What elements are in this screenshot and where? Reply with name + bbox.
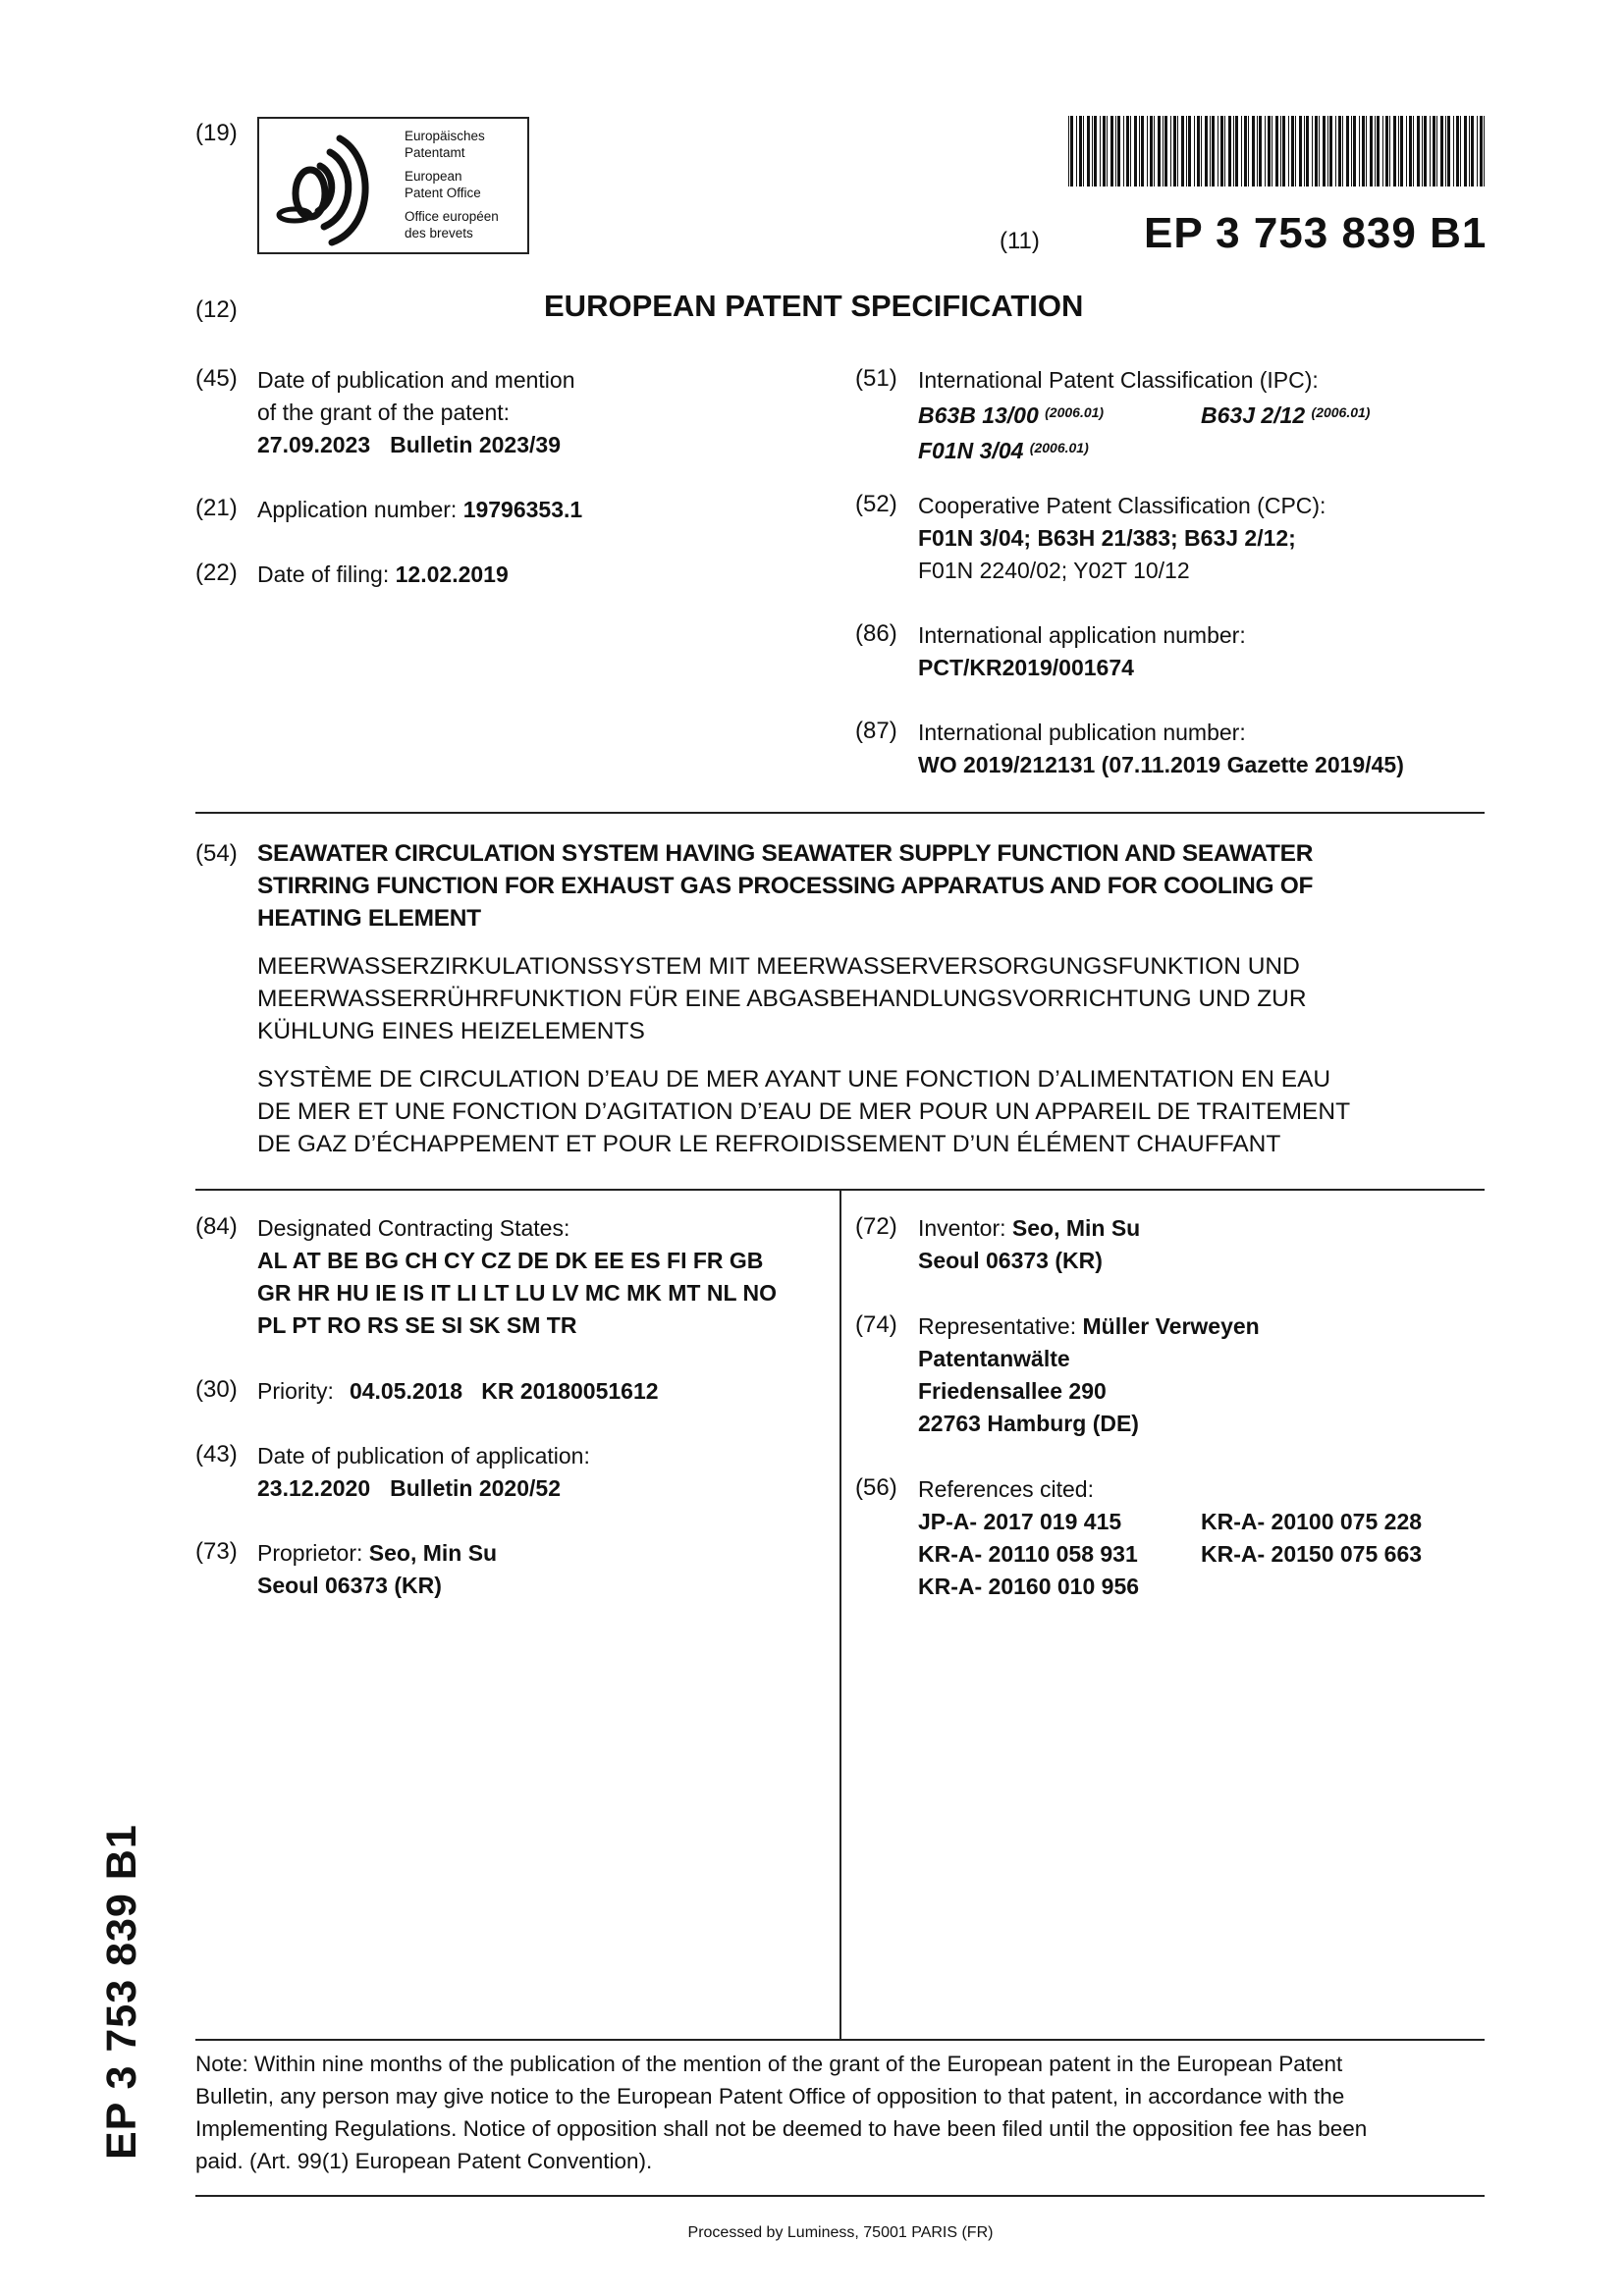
inid-code-86: (86) <box>855 620 897 647</box>
intl-publication-label: International publication number: <box>918 720 1246 745</box>
barcode-bar <box>1424 116 1427 187</box>
title-de-line-1: MEERWASSERZIRKULATIONSSYSTEM MIT MEERWASSERVERSORGUNGSFUNKTION UND <box>257 953 1300 980</box>
cpc-label: Cooperative Patent Classification (CPC): <box>918 493 1326 518</box>
reference-4: KR-A- 20150 075 663 <box>1201 1541 1423 1567</box>
field-72 <box>918 1212 1140 1277</box>
representative-name: Müller Verweyen <box>1082 1313 1260 1339</box>
barcode-bar <box>1417 116 1420 187</box>
title-de-line-3: KÜHLUNG EINES HEIZELEMENTS <box>257 1018 645 1044</box>
barcode-bar <box>1154 116 1155 187</box>
representative-label: Representative: <box>918 1313 1083 1339</box>
barcode-bar <box>1299 116 1302 187</box>
barcode-bar <box>1477 116 1478 187</box>
office-name-en-1: European <box>405 169 462 184</box>
application-publication-bulletin: Bulletin 2020/52 <box>390 1475 561 1501</box>
barcode-bar <box>1393 116 1396 187</box>
barcode-bar <box>1385 116 1388 187</box>
barcode-bar <box>1295 116 1296 187</box>
barcode-bar <box>1327 116 1328 187</box>
inid-code-74: (74) <box>855 1311 897 1338</box>
reference-3: KR-A- 20110 058 931 <box>918 1541 1138 1567</box>
opposition-note <box>195 2048 1491 2177</box>
barcode-bar <box>1212 116 1215 187</box>
barcode-bar <box>1315 116 1318 187</box>
inid-code-43: (43) <box>195 1441 238 1468</box>
designated-states-line-2: GR HR HU IE IS IT LI LT LU LV MC MK MT NL NO <box>257 1280 777 1306</box>
barcode-bar <box>1141 116 1144 187</box>
barcode-bar <box>1353 116 1356 187</box>
barcode-bar <box>1235 116 1238 187</box>
inid-code-30: (30) <box>195 1376 238 1403</box>
title-de-line-2: MEERWASSERRÜHRFUNKTION FÜR EINE ABGASBEHANDLUNGSVORRICHTUNG UND ZUR <box>257 986 1307 1012</box>
barcode-bar <box>1338 116 1341 187</box>
barcode-bar <box>1103 116 1106 187</box>
inid-code-21: (21) <box>195 495 238 521</box>
barcode-bar <box>1382 116 1383 187</box>
title-fr-line-1: SYSTÈME DE CIRCULATION D’EAU DE MER AYANT UNE FONCTION D’ALIMENTATION EN EAU <box>257 1066 1331 1093</box>
barcode-bar <box>1158 116 1161 187</box>
inid-code-84: (84) <box>195 1213 238 1240</box>
barcode-bar <box>1241 116 1242 187</box>
barcode-bar <box>1453 116 1454 187</box>
side-publication-number: EP 3 753 839 B1 <box>98 1824 145 2160</box>
barcode-bar <box>1257 116 1258 187</box>
application-publication-label: Date of publication of application: <box>257 1443 590 1468</box>
barcode-bar <box>1413 116 1414 187</box>
barcode-bar <box>1323 116 1326 187</box>
barcode-bar <box>1177 116 1178 187</box>
barcode-bar <box>1469 116 1470 187</box>
references-label: References cited: <box>918 1476 1094 1502</box>
inid-code-52: (52) <box>855 491 897 517</box>
barcode-bar <box>1312 116 1313 187</box>
barcode-bar <box>1282 116 1285 187</box>
barcode-bar <box>1139 116 1140 187</box>
field-51 <box>918 364 1370 467</box>
note-line-1: Note: Within nine months of the publication of the mention of the grant of the European patent in the European Patent <box>195 2052 1343 2076</box>
barcode-bar <box>1107 116 1108 187</box>
reference-1: JP-A- 2017 019 415 <box>918 1509 1122 1534</box>
inid-code-45: (45) <box>195 365 238 392</box>
field-73 <box>257 1537 497 1602</box>
doc-type-title: EUROPEAN PATENT SPECIFICATION <box>544 289 1084 323</box>
representative-city: 22763 Hamburg (DE) <box>918 1411 1139 1436</box>
barcode-bar <box>1228 116 1231 187</box>
inid-code-56: (56) <box>855 1474 897 1501</box>
divider-top <box>195 812 1485 814</box>
barcode-bar <box>1445 116 1446 187</box>
ipc-version-3: (2006.01) <box>1029 440 1089 455</box>
grant-bulletin: Bulletin 2023/39 <box>390 432 561 457</box>
barcode-bar <box>1480 116 1483 187</box>
barcode-bar <box>1147 116 1148 187</box>
office-name-en-2: Patent Office <box>405 185 481 200</box>
barcode-bar <box>1306 116 1309 187</box>
divider-note <box>195 2039 1485 2041</box>
field-74 <box>918 1310 1260 1440</box>
barcode-bar <box>1076 116 1077 187</box>
inventor-name: Seo, Min Su <box>1011 1215 1141 1241</box>
barcode-bar <box>1389 116 1390 187</box>
barcode-bar <box>1422 116 1423 187</box>
inid-code-73: (73) <box>195 1538 238 1565</box>
intl-publication-number: WO 2019/212131 (07.11.2019 Gazette 2019/45) <box>918 752 1404 777</box>
barcode-bar <box>1181 116 1184 187</box>
title-fr-line-3: DE GAZ D’ÉCHAPPEMENT ET POUR LE REFROIDISSEMENT D’UN ÉLÉMENT CHAUFFANT <box>257 1131 1281 1157</box>
representative-firm: Patentanwälte <box>918 1346 1070 1371</box>
barcode-bar <box>1224 116 1225 187</box>
barcode-bar <box>1319 116 1320 187</box>
barcode-bar <box>1163 116 1164 187</box>
inid-code-87: (87) <box>855 718 897 744</box>
barcode-bar <box>1094 116 1097 187</box>
barcode-bar <box>1079 116 1082 187</box>
field-30 <box>257 1375 659 1408</box>
barcode-bar <box>1233 116 1234 187</box>
barcode-bar <box>1092 116 1093 187</box>
barcode-bar <box>1248 116 1249 187</box>
barcode-bar <box>1265 116 1266 187</box>
barcode-bar <box>1134 116 1137 187</box>
barcode-bar <box>1370 116 1373 187</box>
barcode-bar <box>1398 116 1399 187</box>
title-en-line-3: HEATING ELEMENT <box>257 905 481 932</box>
publication-number: EP 3 753 839 B1 <box>1144 209 1488 257</box>
epo-logo <box>257 117 529 254</box>
barcode-bar <box>1464 116 1467 187</box>
field-87 <box>918 717 1404 781</box>
filing-date: 12.02.2019 <box>395 561 509 587</box>
barcode-bar <box>1433 116 1435 187</box>
field-84 <box>257 1212 777 1342</box>
inid-code-11: (11) <box>1000 228 1040 254</box>
designated-states-line-3: PL PT RO RS SE SI SK SM TR <box>257 1312 577 1338</box>
office-name-fr-1: Office européen <box>405 209 499 224</box>
ipc-class-2: B63J 2/12 <box>1201 402 1306 428</box>
office-name-fr-2: des brevets <box>405 225 473 240</box>
cpc-additional-classes: F01N 2240/02; Y02T 10/12 <box>918 558 1190 583</box>
title-en-line-2: STIRRING FUNCTION FOR EXHAUST GAS PROCESSING APPARATUS AND FOR COOLING OF <box>257 873 1314 899</box>
inid-code-22: (22) <box>195 560 238 586</box>
title-en-line-1: SEAWATER CIRCULATION SYSTEM HAVING SEAWATER SUPPLY FUNCTION AND SEAWATER <box>257 840 1314 867</box>
barcode-bar <box>1087 116 1090 187</box>
proprietor-label: Proprietor: <box>257 1540 369 1566</box>
barcode-bar <box>1210 116 1211 187</box>
barcode-bar <box>1123 116 1124 187</box>
barcode-bar <box>1366 116 1367 187</box>
barcode-bar <box>1220 116 1223 187</box>
grant-label-1: Date of publication and mention <box>257 367 575 393</box>
barcode-bar <box>1447 116 1450 187</box>
epo-emblem-icon <box>259 119 397 252</box>
barcode-bar <box>1329 116 1332 187</box>
barcode-bar <box>1197 116 1200 187</box>
ipc-class-1: B63B 13/00 <box>918 402 1039 428</box>
barcode-bar <box>1164 116 1167 187</box>
barcode-bar <box>1460 116 1461 187</box>
proprietor-name: Seo, Min Su <box>368 1540 498 1566</box>
application-publication-date: 23.12.2020 <box>257 1475 371 1501</box>
office-names <box>405 129 499 241</box>
field-52 <box>918 490 1326 587</box>
barcode-bar <box>1436 116 1437 187</box>
barcode-bar <box>1170 116 1171 187</box>
inventor-city: Seoul 06373 (KR) <box>918 1248 1103 1273</box>
ipc-class-3: F01N 3/04 <box>918 438 1024 463</box>
barcode-bar <box>1430 116 1431 187</box>
filing-date-label: Date of filing: <box>257 561 396 587</box>
barcode-bar <box>1100 116 1101 187</box>
barcode-bar <box>1375 116 1376 187</box>
barcode-bar <box>1362 116 1365 187</box>
barcode-bar <box>1275 116 1278 187</box>
ipc-version-2: (2006.01) <box>1311 404 1371 420</box>
reference-2: KR-A- 20100 075 228 <box>1201 1509 1423 1534</box>
intl-application-number: PCT/KR2019/001674 <box>918 655 1134 680</box>
field-86 <box>918 619 1246 684</box>
barcode-bar <box>1440 116 1443 187</box>
barcode-bar <box>1288 116 1289 187</box>
divider-footer <box>195 2195 1485 2197</box>
intl-application-label: International application number: <box>918 622 1246 648</box>
inventor-label: Inventor: <box>918 1215 1012 1241</box>
title-english <box>257 837 1489 934</box>
office-name-de-1: Europäisches <box>405 129 485 143</box>
proprietor-city: Seoul 06373 (KR) <box>257 1573 442 1598</box>
barcode-bar <box>1409 116 1412 187</box>
barcode-bar <box>1186 116 1187 187</box>
designated-states-label: Designated Contracting States: <box>257 1215 570 1241</box>
barcode-bar <box>1083 116 1084 187</box>
field-21 <box>257 494 582 526</box>
title-french <box>257 1063 1489 1160</box>
reference-5: KR-A- 20160 010 956 <box>918 1574 1140 1599</box>
barcode-bar <box>1252 116 1255 187</box>
title-fr-line-2: DE MER ET UNE FONCTION D’AGITATION D’EAU DE MER POUR UN APPAREIL DE TRAITEMENT <box>257 1098 1351 1125</box>
barcode-bar <box>1456 116 1459 187</box>
barcode-bar <box>1110 116 1113 187</box>
barcode-bar <box>1471 116 1474 187</box>
barcode-bar <box>1351 116 1352 187</box>
barcode-bar <box>1130 116 1131 187</box>
field-22 <box>257 559 509 591</box>
barcode-bar <box>1291 116 1294 187</box>
barcode-bar <box>1070 116 1073 187</box>
application-number: 19796353.1 <box>462 497 583 522</box>
representative-street: Friedensallee 290 <box>918 1378 1107 1404</box>
grant-label-2: of the grant of the patent: <box>257 400 511 425</box>
inid-code-54: (54) <box>195 840 238 867</box>
barcode-bar <box>1484 116 1485 187</box>
barcode-bar <box>1280 116 1281 187</box>
barcode-bar <box>1304 116 1305 187</box>
note-line-3: Implementing Regulations. Notice of opposition shall not be deemed to have been filed until the opposition fee has been <box>195 2116 1368 2141</box>
ipc-version-1: (2006.01) <box>1045 404 1105 420</box>
inid-code-19: (19) <box>195 120 238 146</box>
barcode-bar <box>1194 116 1195 187</box>
barcode-bar <box>1268 116 1271 187</box>
barcode-bar <box>1188 116 1191 187</box>
priority-value: 04.05.2018 KR 20180051612 <box>349 1378 659 1404</box>
barcode-bar <box>1115 116 1116 187</box>
field-45 <box>257 364 575 461</box>
barcode-bar <box>1346 116 1349 187</box>
application-number-label: Application number: <box>257 497 463 522</box>
barcode-bar <box>1359 116 1360 187</box>
field-43 <box>257 1440 590 1505</box>
barcode-bar <box>1117 116 1120 187</box>
barcode-bar <box>1259 116 1262 187</box>
note-line-4: paid. (Art. 99(1) European Patent Convention). <box>195 2149 653 2173</box>
ipc-label: International Patent Classification (IPC): <box>918 367 1319 393</box>
inid-code-12: (12) <box>195 296 238 323</box>
inid-code-72: (72) <box>855 1213 897 1240</box>
barcode-bar <box>1173 116 1176 187</box>
barcode-bar <box>1342 116 1343 187</box>
column-divider <box>839 1189 841 2039</box>
barcode-bar <box>1244 116 1247 187</box>
designated-states-line-1: AL AT BE BG CH CY CZ DE DK EE ES FI FR GB <box>257 1248 764 1273</box>
barcode-bar <box>1377 116 1380 187</box>
title-german <box>257 950 1489 1047</box>
inid-code-51: (51) <box>855 365 897 392</box>
barcode-bar <box>1150 116 1153 187</box>
note-line-2: Bulletin, any person may give notice to the European Patent Office of opposition to that patent, in accordance with the <box>195 2084 1345 2109</box>
priority-label: Priority: <box>257 1378 334 1404</box>
barcode-bar <box>1400 116 1403 187</box>
cpc-main-classes: F01N 3/04; B63H 21/383; B63J 2/12; <box>918 525 1296 551</box>
footer-processed-by: Processed by Luminess, 75001 PARIS (FR) <box>687 2224 994 2241</box>
field-56 <box>918 1473 1422 1603</box>
barcode-bar <box>1201 116 1202 187</box>
grant-date: 27.09.2023 <box>257 432 371 457</box>
barcode-bar <box>1205 116 1208 187</box>
barcode-bar <box>1406 116 1407 187</box>
office-name-de-2: Patentamt <box>405 144 465 160</box>
barcode-bar <box>1126 116 1129 187</box>
barcode <box>1068 116 1485 187</box>
barcode-bar <box>1068 116 1069 187</box>
barcode-bar <box>1335 116 1336 187</box>
